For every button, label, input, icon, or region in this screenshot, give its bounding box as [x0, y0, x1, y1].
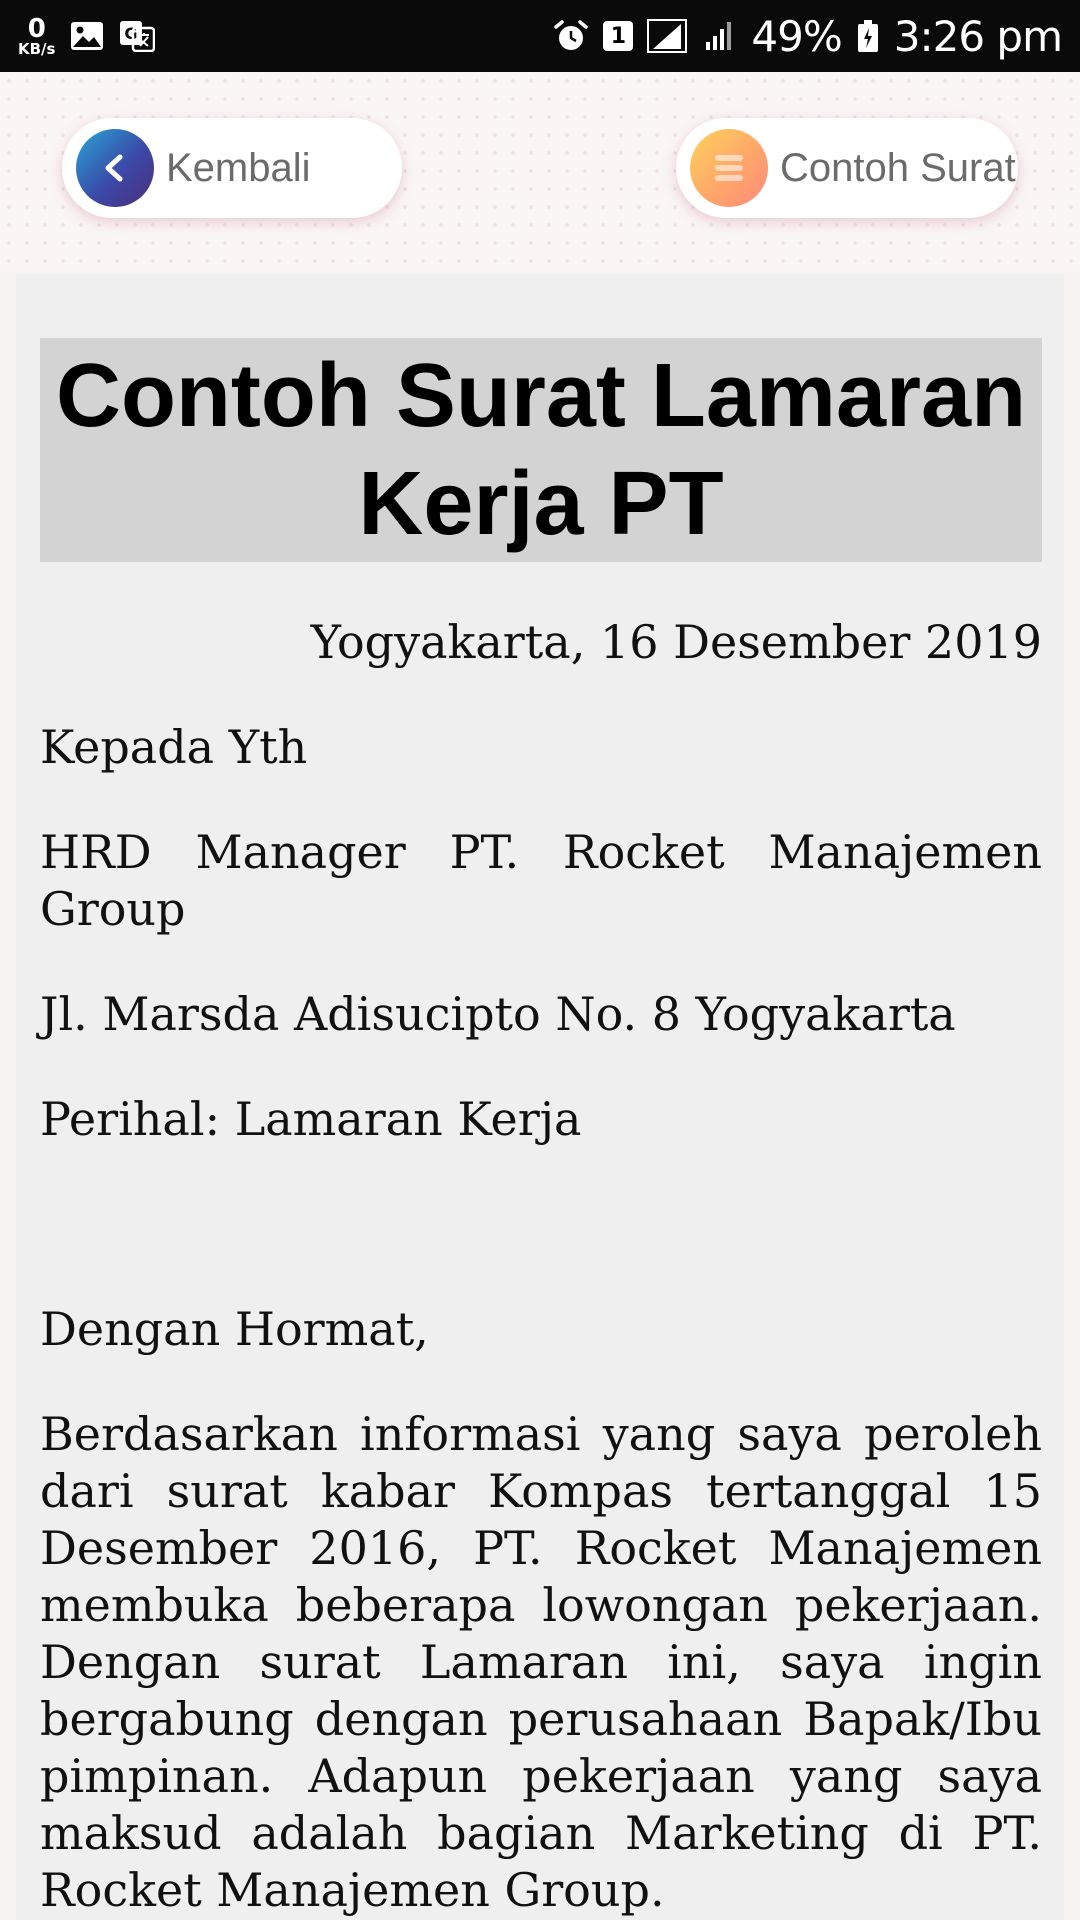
- letter-examples-button[interactable]: [676, 118, 1018, 218]
- letter-date: Yogyakarta, 16 Desember 2019: [310, 615, 1042, 669]
- letter-salutation: Dengan Hormat,: [40, 1302, 429, 1356]
- letter-subject: Perihal: Lamaran Kerja: [40, 1092, 582, 1146]
- translate-icon: [119, 20, 155, 52]
- back-arrow-icon: [76, 129, 154, 207]
- recipient-address: Jl. Marsda Adisucipto No. 8 Yogyakarta: [40, 987, 956, 1041]
- battery-percent: 49%: [751, 11, 842, 61]
- recipient-name: HRD Manager PT. Rocket Manajemen Group: [40, 825, 1042, 936]
- recipient-greeting: Kepada Yth: [40, 720, 308, 774]
- menu-list-icon: [690, 129, 768, 207]
- status-bar-left: [18, 13, 155, 58]
- network-speed-indicator: [18, 13, 56, 58]
- gallery-icon: [69, 20, 105, 52]
- network-speed-value: 0: [27, 13, 46, 44]
- status-bar-right: [553, 12, 1062, 61]
- network-speed-unit: KB/s: [18, 39, 56, 58]
- back-button[interactable]: [62, 118, 402, 218]
- signal-strength-icon: [647, 20, 687, 52]
- letter-body: [40, 614, 1042, 1920]
- back-button-label: Kembali: [166, 145, 311, 190]
- article-title: Contoh Surat Lamaran Kerja PT: [55, 346, 1027, 554]
- sim-slot-badge: 1: [603, 21, 633, 51]
- article-title-box: [40, 338, 1042, 562]
- content-card[interactable]: [16, 274, 1064, 1920]
- letter-paragraph: Berdasarkan informasi yang saya peroleh dari surat kabar Kompas tertanggal 15 Desember 2016, PT. Rocket Manajemen membuka beberapa lowongan pekerjaan. Dengan surat Lamaran ini, saya ingin bergabung dengan perusahaan Bapak/Ibu pimpinan. Adapun pekerjaan yang saya maksud adalah bagian Marketing di PT. Rocket Manajemen Group.: [40, 1407, 1042, 1917]
- status-bar: [0, 0, 1080, 72]
- svg-text:G: G: [124, 24, 139, 43]
- letter-examples-label: Contoh Surat: [780, 145, 1016, 190]
- signal-strength-secondary-icon: [701, 20, 737, 52]
- blank-spacer: [40, 1196, 1042, 1301]
- battery-icon: [856, 20, 880, 52]
- alarm-icon: [553, 20, 589, 52]
- clock: 3:26 pm: [893, 11, 1062, 61]
